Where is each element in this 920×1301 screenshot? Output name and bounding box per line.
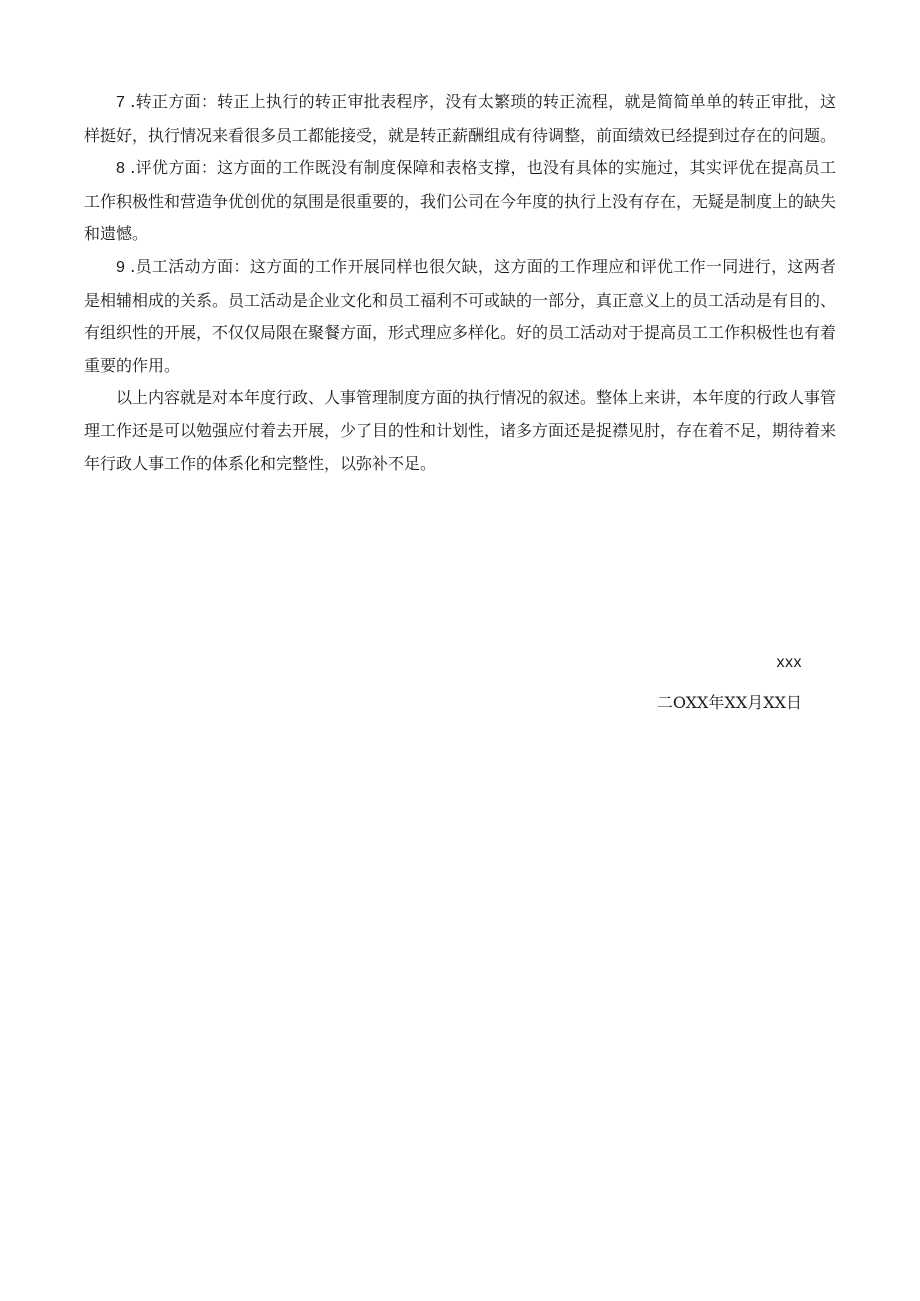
paragraph-9 [84, 251, 836, 382]
document-body [84, 86, 836, 480]
paragraph-7 [84, 86, 836, 152]
paragraph-text: .员工活动方面：这方面的工作开展同样也很欠缺，这方面的工作理应和评优工作一同进行，这两者是相辅相成的关系。员工活动是企业文化和员工福利不可或缺的一部分，真正意义上的员工活动是有目的、有组织性的开展，不仅仅局限在聚餐方面，形式理应多样化。好的员工活动对于提高员工工作积极性也有着重要的作用。 [84, 256, 837, 375]
paragraph-number: 8 [116, 160, 125, 178]
paragraph-text: .评优方面：这方面的工作既没有制度保障和表格支撑，也没有具体的实施过，其实评优在提高员工工作积极性和营造争优创优的氛围是很重要的，我们公司在今年度的执行上没有存在，无疑是制度上的缺失和遗憾。 [84, 158, 837, 244]
paragraph-number: 9 [116, 258, 125, 276]
date-line: 二OXX年XX月XX日 [656, 693, 802, 712]
paragraph-text: .转正方面：转正上执行的转正审批表程序，没有太繁琐的转正流程，就是简简单单的转正审批，这样挺好，执行情况来看很多员工都能接受，就是转正薪酬组成有待调整，前面绩效已经提到过存在的问题。 [84, 92, 837, 145]
summary-paragraph: 以上内容就是对本年度行政、人事管理制度方面的执行情况的叙述。整体上来讲，本年度的行政人事管理工作还是可以勉强应付着去开展，少了目的性和计划性，诸多方面还是捉襟见肘，存在着不足，期待着来年行政人事工作的体系化和完整性，以弥补不足。 [84, 388, 837, 473]
paragraph-number: 7 [116, 94, 125, 111]
signature: xxx [776, 654, 802, 671]
paragraph-8 [84, 152, 836, 251]
